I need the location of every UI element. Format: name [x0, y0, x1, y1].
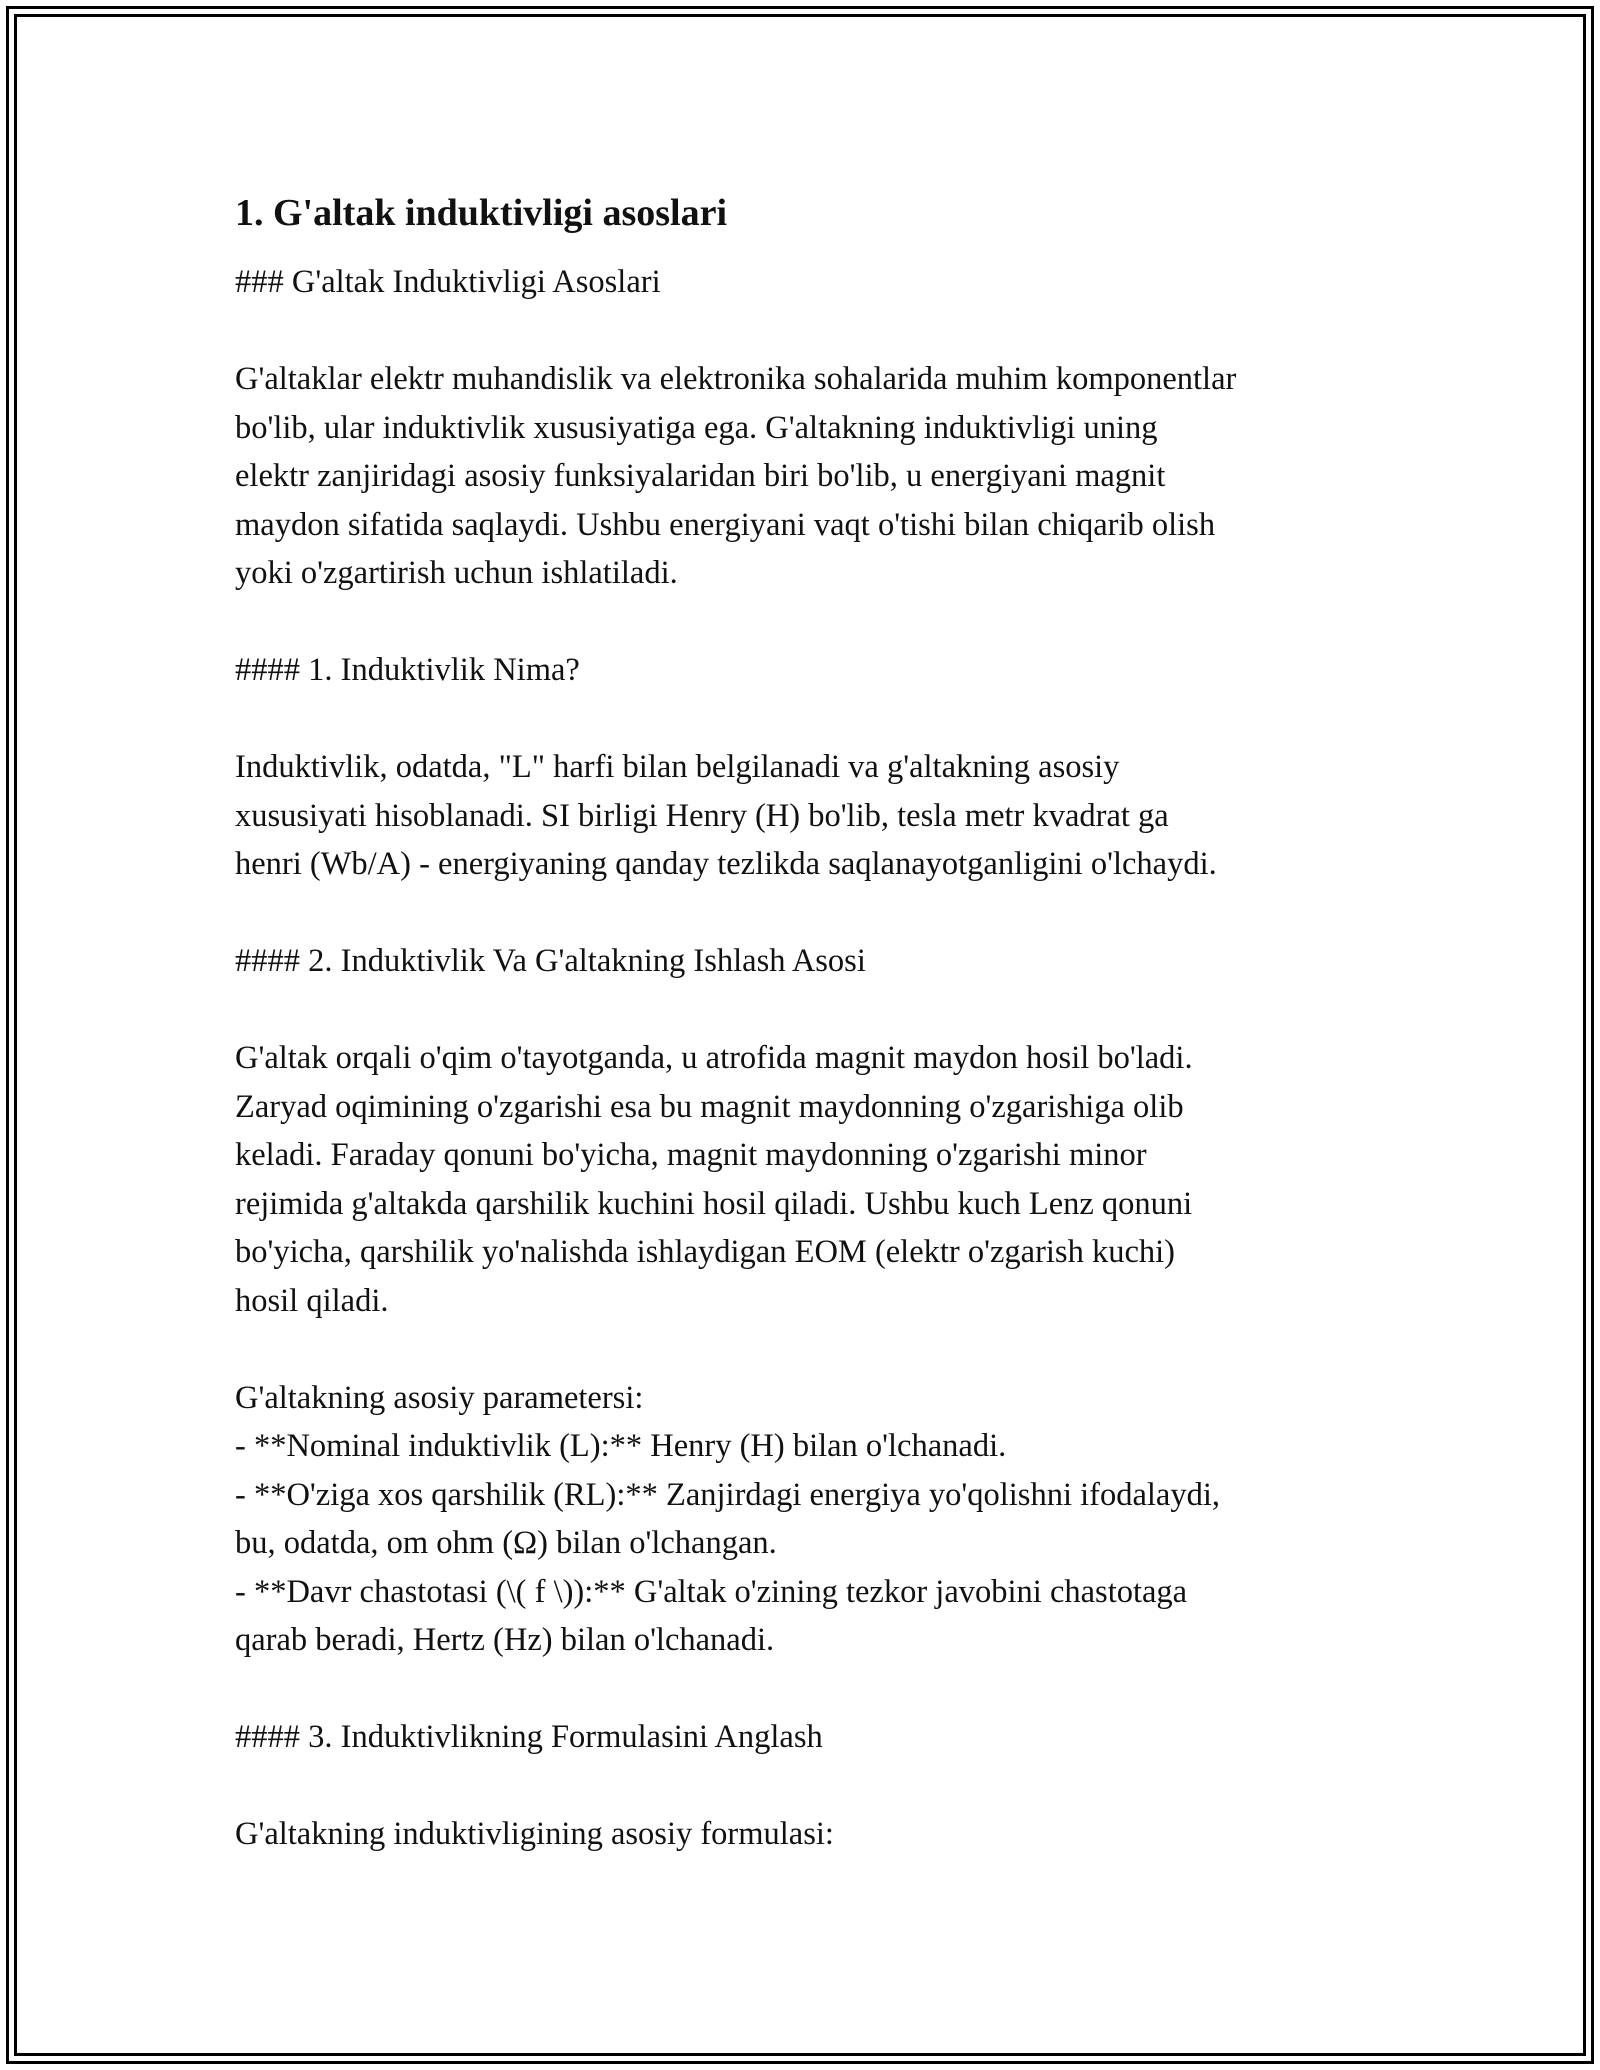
text-line: - **O'ziga xos qarshilik (RL):** Zanjirdagi energiya yo'qolishni ifodalaydi, [235, 1476, 1220, 1513]
document-title: 1. G'altak induktivligi asoslari [235, 192, 727, 234]
document-page [235, 188, 1395, 1859]
text-line: elektr zanjiridagi asosiy funksiyalaridan biri bo'lib, u energiyani magnit [235, 458, 1166, 494]
text-line: keladi. Faraday qonuni bo'yicha, magnit maydonning o'zgarishi minor [235, 1137, 1147, 1173]
text-line: ### G'altak Induktivligi Asoslari [235, 264, 661, 300]
text-line: xususiyati hisoblanadi. SI birligi Henry (H) bo'lib, tesla metr kvadrat ga [235, 797, 1169, 834]
text-line: bu, odatda, om ohm (Ω) bilan o'lchangan. [235, 1525, 777, 1561]
blank-line [235, 307, 1395, 356]
blank-line [235, 1762, 1395, 1811]
text-line: #### 1. Induktivlik Nima? [235, 652, 580, 688]
text-line: bo'yicha, qarshilik yo'nalishda ishlaydigan EOM (elektr o'zgarish kuchi) [235, 1234, 1175, 1270]
text-line: bo'lib, ular induktivlik xususiyatiga ega. G'altakning induktivligi uning [235, 409, 1158, 446]
document-body [235, 258, 1395, 1859]
text-line: G'altak orqali o'qim o'tayotganda, u atrofida magnit maydon hosil bo'ladi. [235, 1040, 1193, 1076]
text-line: henri (Wb/A) - energiyaning qanday tezlikda saqlanayotganligini o'lchaydi. [235, 846, 1217, 882]
text-line: G'altakning induktivligining asosiy formulasi: [235, 1816, 834, 1852]
text-line: - **Nominal induktivlik (L):** Henry (H) bilan o'lchanadi. [235, 1428, 1007, 1464]
blank-line [235, 986, 1395, 1035]
text-line: #### 2. Induktivlik Va G'altakning Ishlash Asosi [235, 943, 866, 979]
blank-line [235, 889, 1395, 938]
text-line: - **Davr chastotasi (\( f \)):** G'altak o'zining tezkor javobini chastotaga [235, 1573, 1188, 1610]
text-line: hosil qiladi. [235, 1282, 389, 1319]
blank-line [235, 695, 1395, 744]
blank-line [235, 1325, 1395, 1374]
blank-line [235, 598, 1395, 647]
text-line: rejimida g'altakda qarshilik kuchini hosil qiladi. Ushbu kuch Lenz qonuni [235, 1185, 1193, 1222]
text-line: G'altaklar elektr muhandislik va elektronika sohalarida muhim komponentlar [235, 361, 1237, 397]
text-line: Zaryad oqimining o'zgarishi esa bu magnit maydonning o'zgarishiga olib [235, 1088, 1184, 1125]
text-line: #### 3. Induktivlikning Formulasini Anglash [235, 1719, 823, 1755]
text-line: G'altakning asosiy parametersi: [235, 1379, 644, 1416]
blank-line [235, 1665, 1395, 1714]
text-line: Induktivlik, odatda, "L" harfi bilan belgilanadi va g'altakning asosiy [235, 749, 1120, 785]
text-line: yoki o'zgartirish uchun ishlatiladi. [235, 555, 678, 591]
text-line: maydon sifatida saqlaydi. Ushbu energiyani vaqt o'tishi bilan chiqarib olish [235, 506, 1216, 543]
text-line: qarab beradi, Hertz (Hz) bilan o'lchanadi. [235, 1622, 775, 1658]
